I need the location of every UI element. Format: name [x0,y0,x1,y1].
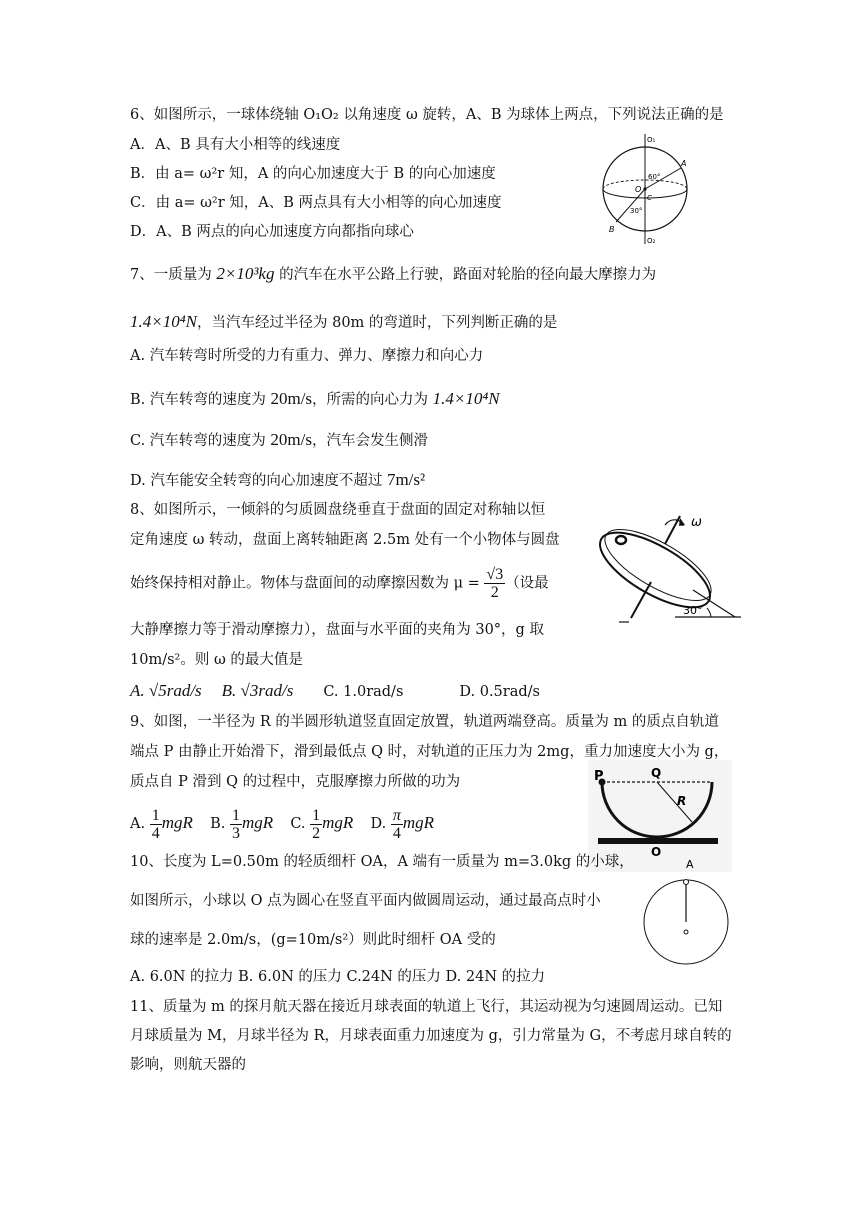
q9-option-c-label: C. [290,816,306,832]
q6-option-b: B．由 a= ω²r 知，A 的向心加速度大于 B 的向心加速度 [130,166,496,182]
q8-omega-label: ω [691,515,702,530]
q6-stem: 6、如图所示，一球体绕轴 O₁O₂ 以角速度 ω 旋转，A、B 为球体上两点，下列说法正确的是 [130,107,724,123]
q9-option-b-mgr: mgR [241,813,274,832]
q6-option-d: D．A、B 两点的向心加速度方向都指向球心 [130,224,414,240]
q9-option-a-den: 4 [151,824,160,842]
q9-option-a-num: 1 [151,806,160,824]
q8-disk-figure [585,510,745,630]
q9-options [130,806,434,842]
q8-option-b: B. √3rad/s [221,681,294,700]
q7-option-a: A. 汽车转弯时所受的力有重力、弹力、摩擦力和向心力 [130,348,484,364]
q6-label-o: O [635,185,642,194]
q8-mu-fraction [484,566,505,601]
q8-line3-text: 始终保持相对静止。物体与盘面间的动摩擦因数为 μ = [130,575,485,592]
q8-options [130,681,540,702]
q11-line2: 月球质量为 M，月球半径为 R，月球表面重力加速度为 g，引力常量为 G，不考虑月球自转的 [130,1028,732,1044]
q9-option-c [290,806,354,842]
q7-option-b-text2: ，所需的向心力为 [312,392,433,408]
q9-label-p: P [594,769,604,784]
q6-option-c: C．由 a= ω²r 知，A、B 两点具有大小相等的向心加速度 [130,195,502,211]
q7-option-b-text1: B. 汽车转弯的速度为 [130,392,271,408]
q11-line3: 影响，则航天器的 [130,1057,246,1073]
q7-stem-text-c: ，当汽车经过半径为 80m 的弯道时，下列判断正确的是 [196,315,558,331]
q9-option-d-den: 4 [392,824,401,842]
q10-circle-figure [638,876,736,966]
q7-option-d [130,470,425,491]
q7-stem-line1 [130,264,656,285]
q7-stem-text-b: 的汽车在水平公路上行驶，路面对轮胎的径向最大摩擦力为 [274,267,657,283]
q9-label-q: Q [651,766,662,780]
q7-mass: 2×10³kg [216,264,275,283]
q8-angle-label: 30° [683,604,703,617]
q6-label-b: B [609,225,615,234]
q8-option-d: D. 0.5rad/s [459,684,540,700]
q7-option-d-text: D. 汽车能安全转弯的向心加速度不超过 [130,473,387,489]
q8-line1: 8、如图所示，一倾斜的匀质圆盘绕垂直于盘面的固定对称轴以恒 [130,502,546,518]
q9-option-d-mgr: mgR [402,813,435,832]
q6-sphere-figure [595,132,695,246]
q9-option-c-num: 1 [312,806,321,824]
q9-option-d-num: π [392,806,401,824]
q7-option-c-speed: 20m/s [270,430,312,449]
q9-option-d-label: D. [370,816,387,832]
q8-line4: 大静摩擦力等于滑动摩擦力），盘面与水平面的夹角为 30°，g 取 [130,622,544,638]
q9-line2: 端点 P 由静止开始滑下，滑到最低点 Q 时，对轨道的正压力为 2mg，重力加速度大小为 g， [130,744,729,760]
q7-option-b-speed: 20m/s [270,389,313,408]
q7-option-c-text2: ，汽车会发生侧滑 [311,433,428,449]
q9-option-b-den: 3 [231,824,240,842]
q9-option-a-label: A. [130,816,146,832]
q6-label-o1: O₁ [647,136,656,144]
q6-angle-60: 60° [648,173,661,181]
q9-line3: 质点自 P 滑到 Q 的过程中，克服摩擦力所做的功为 [130,774,461,790]
q9-option-d [370,806,435,842]
q8-line2: 定角速度 ω 转动，盘面上离转轴距离 2.5m 处有一个小物体与圆盘 [130,532,560,548]
q7-stem-text-a: 7、一质量为 [130,267,217,283]
q7-max-friction: 1.4×10⁴N [130,312,197,331]
q10-line1: 10、长度为 L=0.50m 的轻质细杆 OA，A 端有一质量为 m=3.0kg 的小球， [130,854,634,870]
q7-option-c [130,430,428,451]
q6-label-c: C [647,194,652,202]
q8-mu-numerator: √3 [486,566,504,583]
q9-label-o: O [651,845,662,859]
q9-option-c-mgr: mgR [322,813,354,832]
q10-line3: 球的速率是 2.0m/s，(g=10m/s²）则此时细杆 OA 受的 [130,932,496,948]
q8-option-c: C. 1.0rad/s [323,684,404,700]
q8-mu-denominator: 2 [490,584,499,601]
q9-option-b [210,806,274,842]
q9-option-a-mgr: mgR [161,813,193,832]
q9-option-b-num: 1 [231,806,240,824]
q6-angle-30: 30° [630,207,643,215]
q11-line1: 11、质量为 m 的探月航天器在接近月球表面的轨道上飞行，其运动视为匀速圆周运动。已知 [130,999,723,1015]
q8-line3 [130,566,549,601]
q7-stem-line2 [130,312,557,333]
q6-label-o2: O₂ [647,237,656,245]
q9-option-a [130,806,193,842]
q7-option-b-force: 1.4×10⁴N [432,389,500,408]
q8-line3-tail: （设最 [505,575,549,592]
q7-option-b [130,389,500,410]
q9-option-b-label: B. [210,816,226,832]
q8-line5: 10m/s²。则 ω 的最大值是 [130,652,303,668]
q6-label-a: A [681,159,687,168]
q9-option-c-den: 2 [312,824,321,842]
q9-label-r: R [677,794,687,808]
q7-option-d-accel: 7m/s² [386,470,426,489]
q10-options: A. 6.0N 的拉力 B. 6.0N 的压力 C.24N 的压力 D. 24N 的拉力 [130,969,546,985]
q9-caption: A [686,858,694,871]
q9-line1: 9、如图，一半径为 R 的半圆形轨道竖直固定放置，轨道两端登高。质量为 m 的质点自轨道 [130,714,719,730]
q7-option-c-text1: C. 汽车转弯的速度为 [130,433,271,449]
q6-option-a: A．A、B 具有大小相等的线速度 [130,137,341,153]
q8-option-a: A. √5rad/s [130,681,202,700]
q10-line2: 如图所示，小球以 O 点为圆心在竖直平面内做圆周运动，通过最高点时小 [130,893,601,909]
